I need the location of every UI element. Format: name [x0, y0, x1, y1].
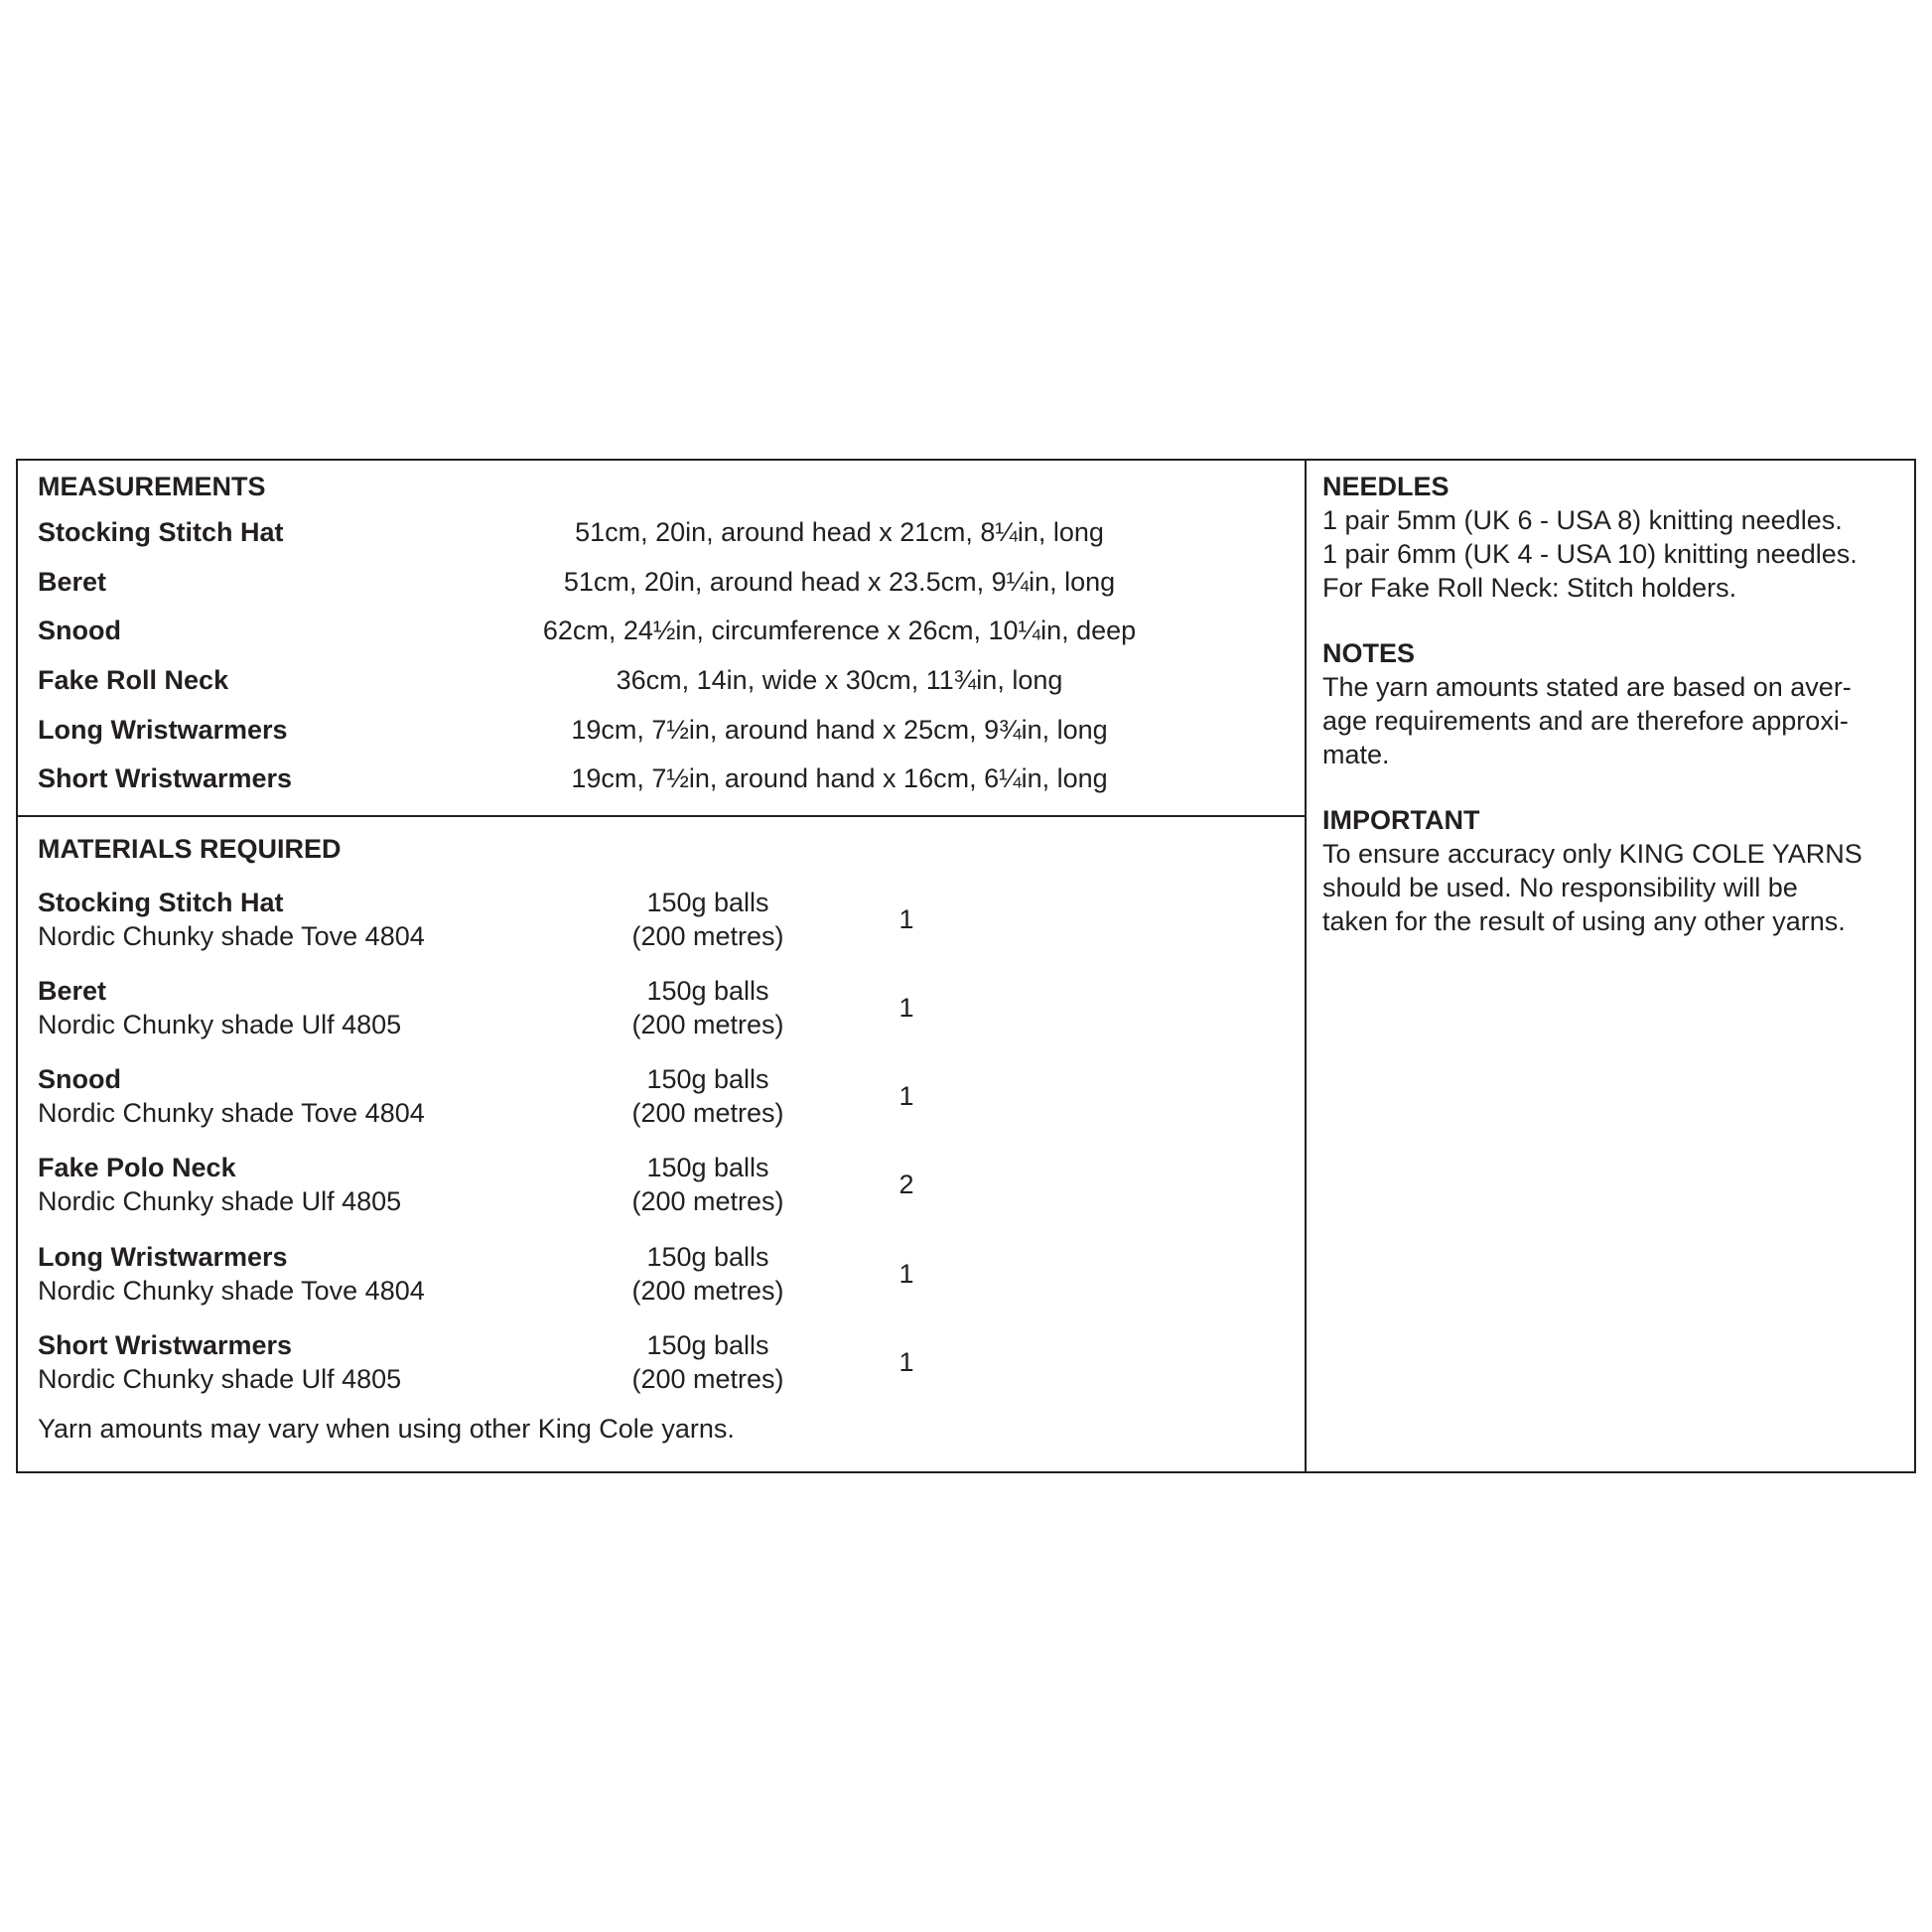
important-line: To ensure accuracy only KING COLE YARNS: [1322, 839, 1863, 869]
material-row: [38, 1240, 1289, 1310]
measurement-value: 19cm, 7½in, around hand x 25cm, 9¾in, long: [571, 715, 1108, 745]
column-divider: [1305, 461, 1307, 1471]
needles-line: For Fake Roll Neck: Stitch holders.: [1322, 573, 1737, 603]
material-quantity: 1: [898, 904, 914, 934]
measurement-value: 51cm, 20in, around head x 21cm, 8¼in, long: [575, 517, 1104, 547]
material-quantity: 1: [898, 1259, 914, 1289]
important-line: taken for the result of using any other yarns.: [1322, 906, 1846, 936]
measurement-item: Snood: [38, 616, 121, 645]
material-quantity: 2: [898, 1170, 914, 1199]
important-heading: IMPORTANT: [1322, 805, 1480, 835]
material-metres: (200 metres): [631, 1186, 784, 1216]
measurement-item: Fake Roll Neck: [38, 665, 229, 695]
material-yarn: Nordic Chunky shade Tove 4804: [38, 1098, 425, 1128]
material-row: [38, 1328, 1289, 1398]
material-ball-size: 150g balls: [646, 888, 769, 917]
pattern-info-panel: [16, 459, 1916, 1473]
measurement-item: Stocking Stitch Hat: [38, 517, 284, 547]
material-ball-size: 150g balls: [646, 976, 769, 1006]
measurement-row: [38, 565, 1289, 599]
material-metres: (200 metres): [631, 1364, 784, 1394]
important-text: [1322, 837, 1908, 938]
material-yarn: Nordic Chunky shade Ulf 4805: [38, 1186, 402, 1216]
material-ball-size: 150g balls: [646, 1153, 769, 1182]
material-yarn: Nordic Chunky shade Ulf 4805: [38, 1364, 402, 1394]
measurement-item: Short Wristwarmers: [38, 763, 293, 793]
material-quantity: 1: [898, 1081, 914, 1111]
section-divider: [18, 815, 1305, 817]
important-line: should be used. No responsibility will be: [1322, 873, 1798, 902]
material-item: Beret: [38, 976, 107, 1006]
measurements-heading: MEASUREMENTS: [38, 472, 266, 501]
material-row: [38, 1151, 1289, 1220]
needles-line: 1 pair 5mm (UK 6 - USA 8) knitting needles.: [1322, 505, 1843, 535]
material-metres: (200 metres): [631, 1276, 784, 1306]
measurement-row: [38, 761, 1289, 795]
measurement-value: 62cm, 24½in, circumference x 26cm, 10¼in, deep: [542, 616, 1137, 645]
notes-line: mate.: [1322, 740, 1390, 769]
material-metres: (200 metres): [631, 1010, 784, 1039]
material-yarn: Nordic Chunky shade Tove 4804: [38, 1276, 425, 1306]
material-yarn: Nordic Chunky shade Tove 4804: [38, 921, 425, 951]
needles-text: [1322, 503, 1908, 605]
notes-line: The yarn amounts stated are based on aver-: [1322, 672, 1852, 702]
notes-line: age requirements and are therefore approxi-: [1322, 706, 1849, 736]
material-metres: (200 metres): [631, 921, 784, 951]
measurement-row: [38, 663, 1289, 697]
material-ball-size: 150g balls: [646, 1330, 769, 1360]
needles-heading: NEEDLES: [1322, 472, 1449, 501]
notes-heading: NOTES: [1322, 638, 1416, 668]
material-item: Fake Polo Neck: [38, 1153, 236, 1182]
notes-text: [1322, 670, 1908, 771]
material-row: [38, 886, 1289, 955]
material-item: Snood: [38, 1064, 121, 1094]
measurement-row: [38, 713, 1289, 747]
material-item: Long Wristwarmers: [38, 1242, 288, 1272]
material-row: [38, 1062, 1289, 1132]
measurement-item: Beret: [38, 567, 107, 597]
yarn-footnote: Yarn amounts may vary when using other King Cole yarns.: [38, 1414, 735, 1444]
material-item: Short Wristwarmers: [38, 1330, 293, 1360]
measurement-item: Long Wristwarmers: [38, 715, 288, 745]
material-yarn: Nordic Chunky shade Ulf 4805: [38, 1010, 402, 1039]
material-metres: (200 metres): [631, 1098, 784, 1128]
needles-line: 1 pair 6mm (UK 4 - USA 10) knitting needles.: [1322, 539, 1858, 569]
material-quantity: 1: [898, 1347, 914, 1377]
material-row: [38, 974, 1289, 1043]
material-item: Stocking Stitch Hat: [38, 888, 284, 917]
material-ball-size: 150g balls: [646, 1064, 769, 1094]
material-ball-size: 150g balls: [646, 1242, 769, 1272]
material-quantity: 1: [898, 993, 914, 1023]
measurement-value: 36cm, 14in, wide x 30cm, 11¾in, long: [616, 665, 1063, 695]
materials-heading: MATERIALS REQUIRED: [38, 834, 342, 864]
measurement-value: 19cm, 7½in, around hand x 16cm, 6¼in, long: [571, 763, 1108, 793]
measurement-value: 51cm, 20in, around head x 23.5cm, 9¼in, long: [563, 567, 1116, 597]
measurement-row: [38, 515, 1289, 549]
measurement-row: [38, 614, 1289, 647]
